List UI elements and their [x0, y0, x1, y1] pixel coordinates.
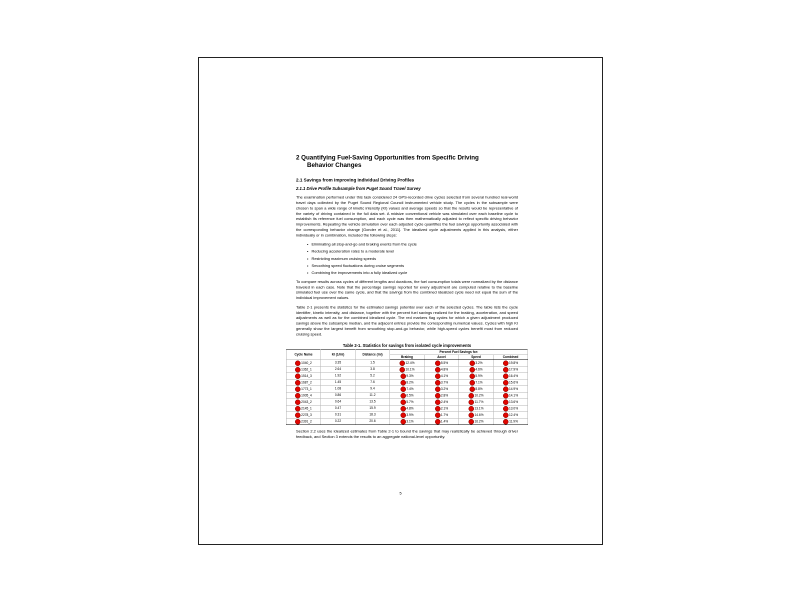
speed-value: 14.6% [474, 413, 484, 418]
red-marker-icon [400, 380, 406, 386]
cycle-name-value: 2391_2 [301, 420, 312, 424]
speed-value: 11.7% [474, 400, 484, 405]
distance-value: 20.6 [355, 418, 390, 425]
page-number: 5 [399, 491, 402, 496]
braking-value: 6.5% [406, 394, 414, 398]
bullet-item: • Reducing acceleration rates to a moderate level [307, 249, 518, 254]
braking-value: 4.8% [406, 407, 414, 411]
red-marker-icon [295, 367, 301, 373]
col-header-cycle-name: Cycle Name [286, 350, 321, 360]
braking-value: 3.9% [406, 413, 414, 418]
red-marker-icon [435, 393, 441, 399]
combined-value: 12.4% [508, 413, 519, 418]
red-marker-icon [400, 412, 406, 418]
braking-value: 12.4% [405, 361, 415, 366]
combined-value: 19.8% [508, 361, 519, 366]
ki-value: 0.22 [321, 418, 356, 425]
distance-value: 9.4 [355, 386, 390, 393]
chapter-heading-line2: Behavior Changes [307, 161, 362, 169]
distance-value: 1.5 [355, 360, 390, 367]
col-group-header-savings: Percent Fuel Savings for: [390, 350, 528, 355]
cycle-name-value: 1362_1 [301, 368, 312, 372]
red-marker-icon [295, 386, 301, 392]
red-marker-icon [503, 380, 509, 386]
speed-value: 5.9% [475, 374, 483, 379]
red-marker-icon [435, 419, 441, 425]
red-marker-icon [435, 367, 441, 373]
savings-statistics-table [286, 350, 528, 426]
combined-cell [493, 418, 528, 425]
accel-value: 4.8% [440, 368, 449, 372]
distance-value: 7.6 [355, 379, 390, 386]
red-marker-icon [469, 360, 475, 366]
accel-value: 2.8% [440, 394, 449, 398]
combined-value: 16.4% [508, 374, 519, 379]
red-marker-icon [503, 419, 509, 425]
red-marker-icon [435, 373, 441, 379]
speed-value: 7.1% [475, 381, 483, 385]
table-row [286, 418, 528, 425]
speed-value: 13.1% [474, 407, 484, 411]
braking-value: 10.1% [405, 368, 415, 372]
red-marker-icon [469, 367, 475, 373]
speed-value: 16.2% [474, 420, 484, 424]
cycle-name-value: 1773_1 [301, 387, 312, 392]
combined-value: 14.9% [508, 387, 519, 392]
red-marker-icon [400, 399, 406, 405]
red-marker-icon [468, 419, 474, 425]
red-marker-icon [469, 380, 475, 386]
paragraph-4: Section 2.2 uses the idealized estimates from Table 2-1 to bound the savings that may realistically be achieved through driver feedback, and Section 3 extends the results to an aggregate national-level opportunity. [296, 429, 518, 440]
accel-value: 1.4% [440, 420, 449, 424]
paragraph-1: The examination performed under this task considered 24 GPS-recorded drive cycles selected from several hundred real-world travel days collected by the Puget Sound Regional Council instrumented vehicle study. The cycles in the subsample were chosen to span a wide range of kinetic intensity (KI) values and average speeds so that the results would be representative of the variety of driving contained in the full data set. A midsize conventional vehicle was simulated over each baseline cycle to establish its reference fuel consumption, and each cycle was then mathematically adjusted to reflect specific driving behavior improvements. Repeating the vehicle simulation over each adjusted cycle quantifies the fuel savings opportunity associated with the corresponding behavior change [Gonder et al., 2011]. The idealized cycle adjustments applied in this analysis, either individually or in combination, included the following steps: [296, 195, 518, 238]
braking-value: 8.2% [406, 381, 414, 385]
col-header-ki: KI (1/mi) [321, 350, 356, 360]
ki-value: 3.35 [321, 360, 356, 367]
red-marker-icon [468, 406, 474, 412]
col-header-braking: Braking [390, 355, 425, 360]
cycle-name-value: 1687_2 [301, 381, 312, 385]
red-marker-icon [295, 399, 301, 405]
accel-value: 4.1% [440, 374, 449, 379]
red-marker-icon [469, 399, 475, 405]
red-marker-icon [435, 412, 441, 418]
braking-value: 3.1% [406, 420, 414, 424]
distance-value: 3.8 [355, 366, 390, 373]
chapter-heading [296, 154, 518, 169]
red-marker-icon [400, 419, 406, 425]
ki-value: 0.86 [321, 392, 356, 399]
ki-value: 1.45 [321, 379, 356, 386]
distance-value: 5.2 [355, 373, 390, 380]
page-content [199, 58, 602, 440]
red-marker-icon [435, 386, 441, 392]
col-header-combined: Combined [493, 355, 528, 360]
speed-cell [459, 418, 494, 425]
combined-value: 17.9% [508, 368, 519, 372]
red-marker-icon [469, 373, 475, 379]
bullet-item: • Restricting maximum cruising speeds [307, 256, 518, 261]
col-header-accel: Accel [424, 355, 459, 360]
combined-value: 13.0% [508, 407, 519, 411]
red-marker-icon [295, 419, 301, 425]
accel-value: 2.1% [440, 407, 449, 411]
ki-value: 0.64 [321, 399, 356, 406]
red-marker-icon [295, 406, 301, 412]
red-marker-icon [400, 406, 406, 412]
accel-value: 3.2% [440, 387, 449, 392]
red-marker-icon [435, 360, 441, 366]
paragraph-2: To compare results across cycles of different lengths and durations, the fuel consumption totals were normalized by the distance traveled in each case. Note that the percentage savings reported for every adjustment are computed relative to the baseline simulated fuel use over the same cycle, and that the savings from the combined idealized cycle need not equal the sum of the individual improvement values. [296, 279, 518, 301]
document-page [198, 57, 603, 545]
ki-value: 0.31 [321, 412, 356, 419]
accel-cell [424, 418, 459, 425]
combined-value: 13.6% [508, 400, 519, 405]
red-marker-icon [400, 373, 406, 379]
col-header-speed: Speed [459, 355, 494, 360]
combined-value: 11.9% [509, 420, 518, 424]
speed-value: 3.2% [475, 361, 483, 366]
speed-value: 8.8% [475, 387, 483, 392]
red-marker-icon [503, 367, 509, 373]
red-marker-icon [295, 412, 301, 418]
red-marker-icon [435, 380, 441, 386]
cycle-name-cell [286, 418, 321, 425]
cycle-name-value: 1040_2 [301, 361, 312, 366]
red-marker-icon [503, 386, 509, 392]
ki-value: 2.64 [321, 366, 356, 373]
red-marker-icon [295, 360, 301, 366]
red-marker-icon [503, 393, 509, 399]
page-content-scaler [199, 58, 602, 544]
combined-value: 15.6% [508, 381, 519, 385]
accel-value: 1.7% [440, 413, 449, 418]
red-marker-icon [400, 393, 406, 399]
distance-value: 18.3 [355, 412, 390, 419]
speed-value: 4.6% [475, 368, 483, 372]
red-marker-icon [295, 380, 301, 386]
table-body [286, 360, 528, 425]
red-marker-icon [503, 406, 509, 412]
chapter-heading-line1: 2 Quantifying Fuel-Saving Opportunities from Specific Driving [296, 154, 479, 161]
cycle-name-value: 1514_3 [301, 374, 312, 379]
speed-value: 10.2% [474, 394, 484, 398]
red-marker-icon [503, 399, 509, 405]
red-marker-icon [399, 360, 405, 366]
combined-value: 14.1% [508, 394, 519, 398]
table-2-1-container [286, 344, 528, 426]
accel-value: 5.5% [440, 361, 449, 366]
accel-value: 3.7% [440, 381, 449, 385]
distance-value: 11.2 [355, 392, 390, 399]
improvement-bullet-list [307, 242, 518, 275]
paragraph-3: Table 2-1 presents the statistics for the estimated savings potential over each of the selected cycles. The table lists the cycle identifier, kinetic intensity, and distance, together with the percent fuel savings realized for the braking, acceleration, and speed adjustments as well as for the combined idealized cycle. The red markers flag cycles for which a given adjustment produced savings above the subsample median, and the adjacent entries provide the corresponding numerical values. Cycles with high KI generally show the largest benefit from smoothing stop-and-go behavior, while high-speed cycles benefit most from reduced cruising speed. [296, 304, 518, 337]
braking-value: 9.3% [406, 374, 414, 379]
distance-value: 13.5 [355, 399, 390, 406]
bullet-item: • Combining the improvements into a fully idealized cycle [307, 271, 518, 276]
red-marker-icon [503, 373, 509, 379]
ki-value: 0.47 [321, 405, 356, 412]
braking-cell [390, 418, 425, 425]
red-marker-icon [468, 412, 474, 418]
cycle-name-value: 2145_1 [301, 407, 312, 411]
section-heading-2-1-1: 2.1.1 Drive Profile Subsample from Puget Sound Travel Survey [296, 186, 421, 192]
red-marker-icon [503, 412, 509, 418]
ki-value: 1.08 [321, 386, 356, 393]
cycle-name-value: 2043_2 [301, 400, 312, 405]
braking-value: 7.4% [406, 387, 414, 392]
red-marker-icon [295, 373, 301, 379]
table-title: Table 2-1. Statistics for savings from isolated cycle improvements [342, 343, 472, 349]
cycle-name-value: 1905_4 [301, 394, 312, 398]
red-marker-icon [295, 393, 301, 399]
braking-value: 5.7% [406, 400, 414, 405]
red-marker-icon [435, 399, 441, 405]
red-marker-icon [468, 393, 474, 399]
red-marker-icon [435, 406, 441, 412]
bullet-item: • Smoothing speed fluctuations during cruise segments [307, 263, 518, 268]
distance-value: 15.9 [355, 405, 390, 412]
red-marker-icon [503, 360, 509, 366]
ki-value: 1.92 [321, 373, 356, 380]
red-marker-icon [469, 386, 475, 392]
cycle-name-value: 2278_3 [301, 413, 312, 418]
accel-value: 2.4% [440, 400, 449, 405]
red-marker-icon [399, 367, 405, 373]
bullet-item: • Eliminating all stop-and-go and braking events from the cycle [307, 242, 518, 247]
col-header-distance: Distance (mi) [355, 350, 390, 360]
section-heading-2-1: 2.1 Savings from Improving Individual Driving Profiles [296, 177, 415, 183]
table-header [286, 350, 528, 360]
red-marker-icon [400, 386, 406, 392]
